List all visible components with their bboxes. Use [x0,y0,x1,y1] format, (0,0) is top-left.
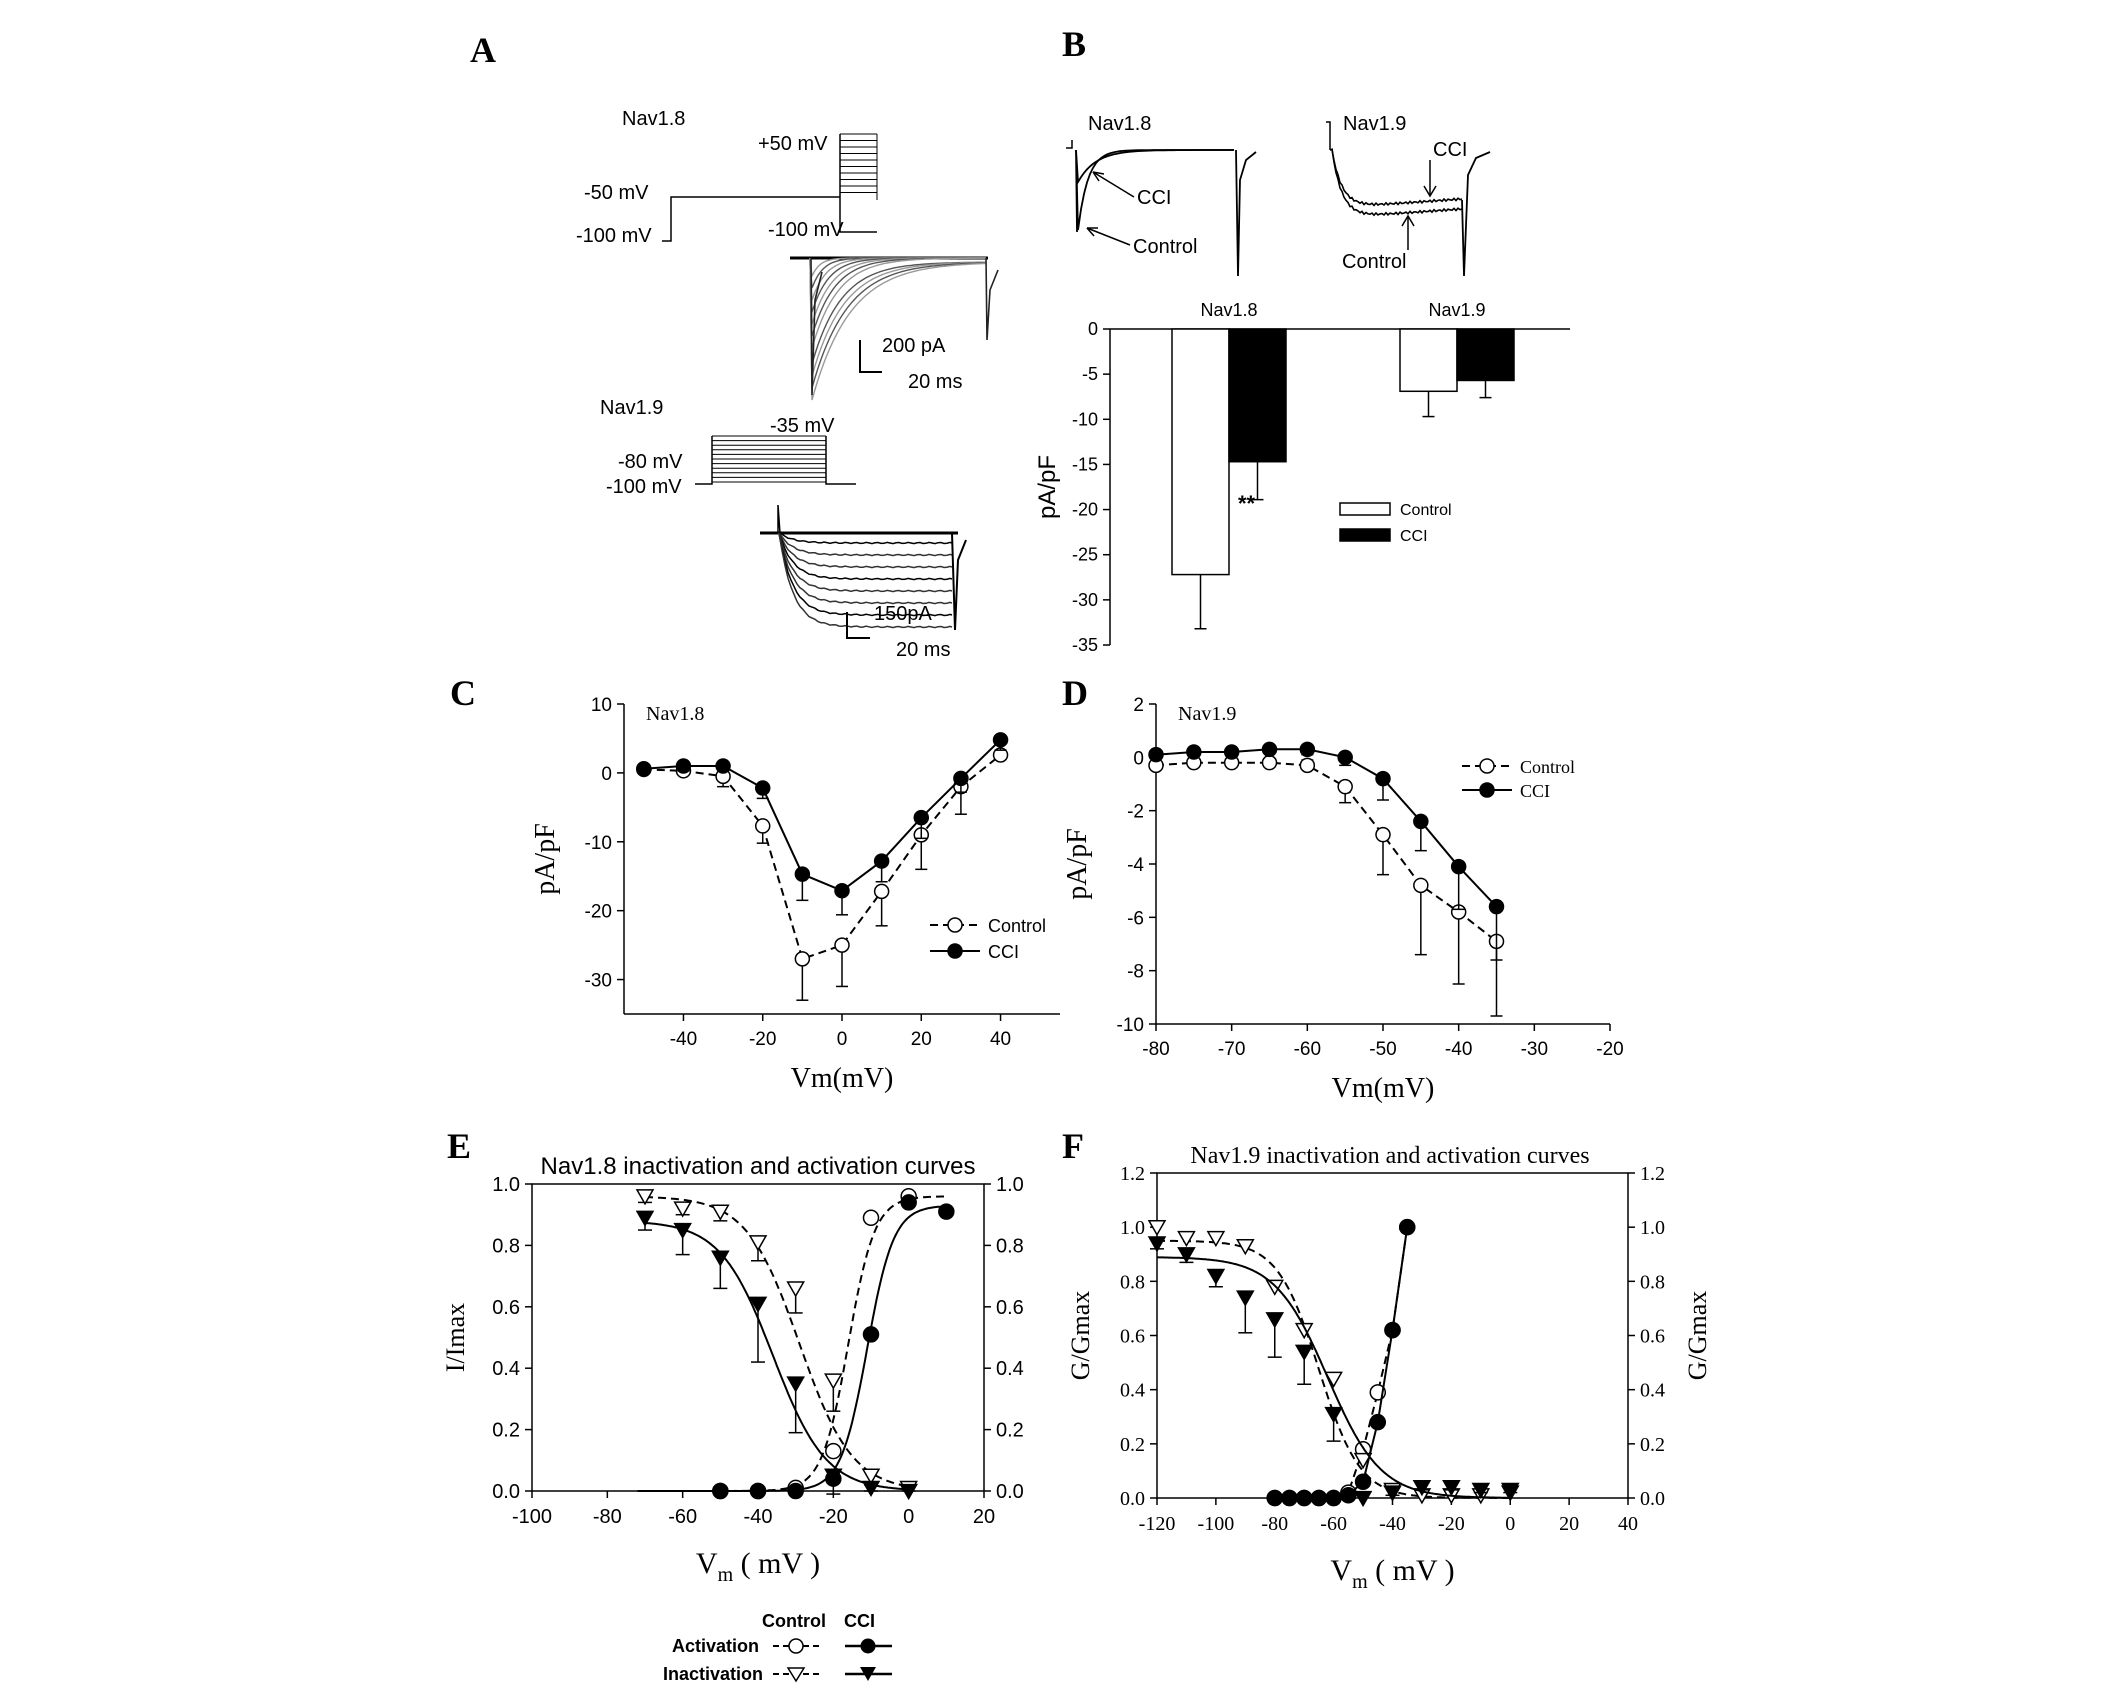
chartD-x-tick-label: -20 [1596,1039,1624,1060]
chartD-y-axis-label: pA/pF [1062,828,1093,900]
b-y-tick-label: -25 [1071,544,1098,565]
chartD-y-tick-label: -6 [1127,908,1144,930]
b-nav18-control-label: Control [1133,236,1198,258]
bottom-legend [663,1611,892,1684]
chartE-marker-cci-inactivation [788,1377,804,1391]
chartE-y2-tick-label: 0.8 [996,1235,1024,1258]
legend-header-cci: CCI [844,1611,875,1631]
chartD-marker-control [1414,878,1428,892]
chartC-marker-cci [637,762,651,776]
chartD-line-cci [1156,749,1497,906]
a-nav19-scale-bar [847,612,870,638]
chartF-x-tick-label: -100 [1197,1513,1235,1535]
legend-control-inactivation-marker [788,1668,804,1681]
chartE-marker-cci-activation [751,1484,766,1499]
chartE-marker-cci-activation [713,1484,728,1499]
b-nav18-tail [1236,150,1256,276]
chartC-marker-cci [676,759,690,773]
panel-letter-a: A [470,30,496,70]
c-legend-cci-marker [948,944,962,958]
chartC-y-tick-label: 0 [601,763,612,785]
c-legend-control-label: Control [988,916,1047,936]
b-nav18-control-arrow [1087,228,1130,245]
b-bar-cci [1229,329,1286,462]
chartE-x-tick-label: -80 [592,1506,622,1528]
f-curves-chart [1066,1143,1712,1593]
chartF-marker-cci-inactivation [1178,1248,1194,1262]
b-trace-nav18-label: Nav1.8 [1088,113,1152,135]
chartC-y-tick-label: -10 [584,832,612,854]
chartF-y2-tick-label: 0.4 [1640,1379,1665,1402]
b-y-tick-label: -15 [1071,454,1098,475]
chartF-x-tick-label: 40 [1618,1513,1638,1535]
chartC-y-tick-label: -30 [584,970,612,992]
chartD-y-tick-label: -10 [1116,1015,1144,1036]
chartF-y2-tick-label: 1.0 [1640,1217,1665,1240]
chartC-marker-cci [994,733,1008,747]
chartE-y2-tick-label: 0.4 [996,1358,1024,1381]
chartE-x-tick-label: -60 [668,1506,698,1528]
chartD-marker-cci [1414,814,1428,828]
chartE-marker-cci-inactivation [863,1482,879,1496]
a-nav19-trace [778,533,952,592]
b-category-label: Nav1.8 [1200,300,1258,320]
c-legend-control-marker [948,918,962,932]
chartC-title: Nav1.8 [646,703,705,725]
chartE-curve-cci-inactivation [645,1223,909,1490]
chartE-marker-cci-activation [788,1484,803,1499]
chartD-y-tick-label: 2 [1133,695,1144,716]
chartF-y-axis-label: G/Gmax [1066,1290,1095,1381]
chartD-marker-cci [1452,860,1466,874]
chartF-x-tick-label: -60 [1320,1513,1347,1535]
chartE-y2-tick-label: 1.0 [996,1174,1024,1196]
chartD-x-tick-label: -50 [1369,1039,1397,1060]
chartF-marker-cci-activation [1400,1220,1415,1235]
b-nav19-tail [1462,152,1490,276]
chartF-y2-axis-label: G/Gmax [1683,1290,1712,1381]
chartC-marker-cci [875,854,889,868]
a-nav19-trace [778,533,952,544]
a-nav18-hold-voltage: -50 mV [584,182,649,204]
a-nav19-trace [778,533,952,580]
chartD-x-tick-label: -30 [1520,1039,1549,1060]
chartC-x-tick-label: -20 [748,1029,777,1050]
chartE-marker-cci-activation [901,1195,916,1210]
chartC-x-tick-label: 40 [989,1029,1012,1050]
chartE-marker-control-inactivation [750,1236,766,1250]
chartE-y-axis-label: I/Imax [441,1302,470,1373]
chartD-x-axis-label: Vm(mV) [1331,1073,1435,1104]
b-y-tick-label: 0 [1087,319,1098,339]
chartF-y-tick-label: 0.8 [1120,1271,1145,1294]
b-nav19-cci-label: CCI [1433,139,1468,161]
chartF-curve-control-inactivation [1157,1241,1510,1498]
b-nav18-cci-trace [1076,150,1234,182]
chartD-marker-cci [1490,900,1504,914]
panel-letter-b: B [1062,24,1087,64]
chartF-marker-cci-activation [1341,1488,1356,1503]
b-bar-control [1400,329,1457,391]
c-legend-cci-label: CCI [988,942,1019,962]
chartD-marker-cci [1187,745,1201,759]
b-nav18-cci-arrowhead [1093,172,1104,181]
chartD-y-tick-label: -8 [1127,961,1144,983]
chartD-y-tick-label: -4 [1127,855,1144,876]
chartF-y2-tick-label: 0.2 [1640,1433,1665,1456]
a-nav19-base-voltage: -100 mV [606,476,682,498]
chartE-x-tick-label: 0 [903,1506,915,1528]
a-nav19-protocol-steps [712,436,826,482]
a-nav18-current-traces [790,258,998,400]
chartE-y-tick-label: 0.0 [492,1481,520,1503]
b-category-label: Nav1.9 [1428,300,1486,320]
legend-row-activation: Activation [672,1636,760,1656]
chartF-marker-cci-activation [1326,1491,1341,1506]
a-nav18-scale-current: 200 pA [882,335,946,357]
chartE-curve-control-activation [638,1197,947,1492]
chartD-marker-cci [1225,745,1239,759]
chartE-y-tick-label: 0.4 [492,1358,520,1381]
chartC-marker-control [756,819,770,833]
chartC-line-cci [644,740,1001,891]
a-nav18-base-voltage: -100 mV [576,225,652,247]
legend-control-activation-marker [789,1639,803,1653]
chartD-marker-cci [1376,772,1390,786]
a-nav19-test-voltage: -35 mV [770,415,835,437]
b-legend-label: CCI [1400,528,1428,545]
chartD-marker-cci [1300,742,1314,756]
chartD-y-tick-label: -2 [1127,801,1144,823]
a-nav18-tail-trace [986,258,998,340]
legend-row-inactivation: Inactivation [663,1664,764,1684]
chartC-y-tick-label: -20 [584,901,612,923]
b-legend-swatch [1340,503,1390,515]
chartE-marker-control-inactivation [788,1282,804,1296]
b-y-tick-label: -20 [1071,499,1098,520]
d-iv-chart [1062,695,1624,1104]
chartC-x-tick-label: 0 [836,1029,848,1050]
a-nav19-protocol [695,436,712,484]
chartF-marker-cci-activation [1311,1491,1326,1506]
a-nav18-scale-bar [860,340,882,372]
chartE-y-tick-label: 1.0 [492,1174,520,1196]
b-y-tick-label: -30 [1071,589,1098,610]
chartF-curve-cci-activation [1275,1227,1407,1498]
e-curves-chart [441,1153,1024,1586]
chartF-marker-cci-activation [1267,1491,1282,1506]
chartC-marker-cci [914,811,928,825]
b-nav19-onset [1326,122,1330,150]
chartF-marker-cci-inactivation [1237,1291,1253,1305]
a-nav19-trace [778,533,952,556]
b-significance: ** [1238,491,1256,516]
b-trace-nav19-label: Nav1.9 [1343,113,1407,135]
panel-letter-f: F [1062,1126,1084,1166]
chartE-x-tick-label: -100 [511,1506,553,1528]
a-nav19-protocol-return [826,436,856,484]
a-nav18-protocol-steps [840,134,877,200]
chartD-x-tick-label: -80 [1142,1039,1170,1060]
chartC-marker-control [875,884,889,898]
chartC-x-tick-label: -40 [669,1029,698,1050]
chartF-x-tick-label: -20 [1438,1513,1465,1535]
chartF-marker-control-inactivation [1178,1232,1194,1246]
chartF-y2-tick-label: 0.6 [1640,1325,1665,1348]
chartF-y2-tick-label: 0.8 [1640,1271,1665,1294]
chartD-x-tick-label: -40 [1444,1039,1473,1060]
panel-a-traces [576,108,998,661]
chartF-marker-cci-inactivation [1296,1345,1312,1359]
chartC-marker-control [795,952,809,966]
chartF-marker-cci-activation [1297,1491,1312,1506]
chartC-x-axis-label: Vm(mV) [790,1063,894,1094]
chartE-title: Nav1.8 inactivation and activation curves [540,1153,976,1180]
chartD-marker-control [1300,758,1314,772]
chartE-marker-control-activation [864,1210,879,1225]
a-nav18-label: Nav1.8 [622,108,686,130]
panel-b-traces [1066,113,1490,276]
chartD-marker-control [1338,780,1352,794]
chartD-x-tick-label: -70 [1217,1039,1246,1060]
chartD-marker-control [1376,828,1390,842]
chartE-marker-cci-activation [939,1204,954,1219]
a-nav18-test-voltage: +50 mV [758,133,828,155]
chartF-marker-control-inactivation [1208,1232,1224,1246]
chartE-marker-control-activation [826,1444,841,1459]
a-nav19-tail-trace [952,533,966,630]
a-nav19-current-traces [760,505,966,630]
b-y-tick-label: -5 [1081,364,1098,385]
b-legend-swatch [1340,529,1390,541]
chartD-marker-cci [1149,748,1163,762]
chartC-marker-cci [835,884,849,898]
chartE-curve-cci-activation [638,1206,947,1491]
chartF-marker-cci-inactivation [1208,1270,1224,1284]
chartD-title: Nav1.9 [1178,703,1237,725]
b-y-axis-label: pA/pF [1034,454,1061,520]
chartF-marker-cci-activation [1370,1415,1385,1430]
a-nav18-protocol-return [840,134,877,232]
chartC-line-control [644,755,1001,959]
d-legend-control-label: Control [1520,757,1576,777]
b-legend-label: Control [1400,502,1452,519]
b-nav19-control-label: Control [1342,251,1407,273]
a-nav18-scale-time: 20 ms [908,371,963,393]
chartE-x-tick-label: -40 [743,1506,773,1528]
chartC-marker-control [835,938,849,952]
c-iv-chart [530,695,1060,1094]
chartF-y-tick-label: 1.2 [1120,1163,1145,1185]
b-bar-chart [1034,300,1570,655]
chartE-y2-tick-label: 0.0 [996,1481,1024,1503]
chartE-x-tick-label: -20 [818,1506,848,1528]
chartF-marker-cci-inactivation [1326,1408,1342,1422]
chartF-y-tick-label: 0.2 [1120,1433,1145,1456]
chartF-x-tick-label: 20 [1559,1513,1580,1535]
chartF-x-axis-label: $V_m$ ( mV ) [1330,1554,1455,1593]
chartF-x-tick-label: -120 [1138,1513,1176,1535]
chartF-title: Nav1.9 inactivation and activation curves [1190,1143,1590,1169]
chartC-marker-cci [795,867,809,881]
chartF-x-tick-label: -80 [1261,1513,1289,1535]
chartC-marker-cci [954,771,968,785]
b-nav18-onset [1066,140,1072,148]
chartE-x-tick-label: 20 [972,1506,996,1528]
chartE-y2-tick-label: 0.6 [996,1296,1024,1319]
a-nav19-hold-voltage: -80 mV [618,451,683,473]
chartF-x-tick-label: 0 [1505,1513,1516,1535]
chartF-y2-tick-label: 0.0 [1640,1488,1665,1510]
b-bar-cci [1457,329,1514,380]
a-nav19-onset-trace [778,505,780,533]
chartD-marker-cci [1263,742,1277,756]
panel-letter-c: C [450,673,476,713]
d-legend-control-marker [1480,759,1494,773]
chartF-marker-cci-inactivation [1267,1313,1283,1327]
panel-letter-d: D [1062,673,1088,713]
b-nav18-cci-arrow [1093,172,1134,197]
chartC-y-axis-label: pA/pF [530,823,561,895]
chartF-y2-tick-label: 1.2 [1640,1163,1665,1185]
chartC-x-tick-label: 20 [910,1029,932,1050]
legend-cci-activation-marker [861,1639,876,1654]
chartF-marker-cci-activation [1282,1491,1297,1506]
chartE-marker-cci-activation [864,1327,879,1342]
chartF-y-tick-label: 0.4 [1120,1379,1145,1402]
chartE-x-axis-label: $V_m$ ( mV ) [695,1547,821,1586]
chartF-marker-cci-activation [1385,1323,1400,1338]
d-legend-cci-label: CCI [1520,781,1551,801]
a-nav19-scale-current: 150pA [874,603,932,625]
chartE-y-tick-label: 0.6 [492,1296,520,1319]
chartC-marker-cci [716,759,730,773]
chartE-marker-control-inactivation [825,1374,841,1388]
chartF-y-tick-label: 0.0 [1120,1488,1145,1510]
a-nav19-label: Nav1.9 [600,397,664,419]
chartE-y-tick-label: 0.8 [492,1235,520,1258]
d-legend-cci-marker [1480,783,1494,797]
chartE-y2-tick-label: 0.2 [996,1419,1024,1442]
b-y-tick-label: -35 [1071,635,1098,655]
chartF-y-tick-label: 1.0 [1120,1217,1145,1240]
chartF-y-tick-label: 0.6 [1120,1325,1145,1348]
chartE-y-tick-label: 0.2 [492,1419,520,1442]
b-bar-control [1172,329,1229,575]
b-y-tick-label: -10 [1071,409,1098,430]
chartD-marker-control [1263,756,1277,770]
b-nav18-cci-label: CCI [1137,187,1172,209]
chartC-marker-cci [756,781,770,795]
chartD-x-tick-label: -60 [1293,1039,1322,1060]
chartF-x-tick-label: -40 [1379,1513,1406,1535]
a-nav18-after-voltage: -100 mV [768,219,844,241]
a-nav19-scale-time: 20 ms [896,639,951,661]
chartC-y-tick-label: 10 [590,695,612,716]
chartD-y-tick-label: 0 [1133,748,1144,770]
chartD-marker-cci [1338,750,1352,764]
panel-letter-e: E [447,1126,472,1166]
legend-header-control: Control [762,1611,826,1631]
